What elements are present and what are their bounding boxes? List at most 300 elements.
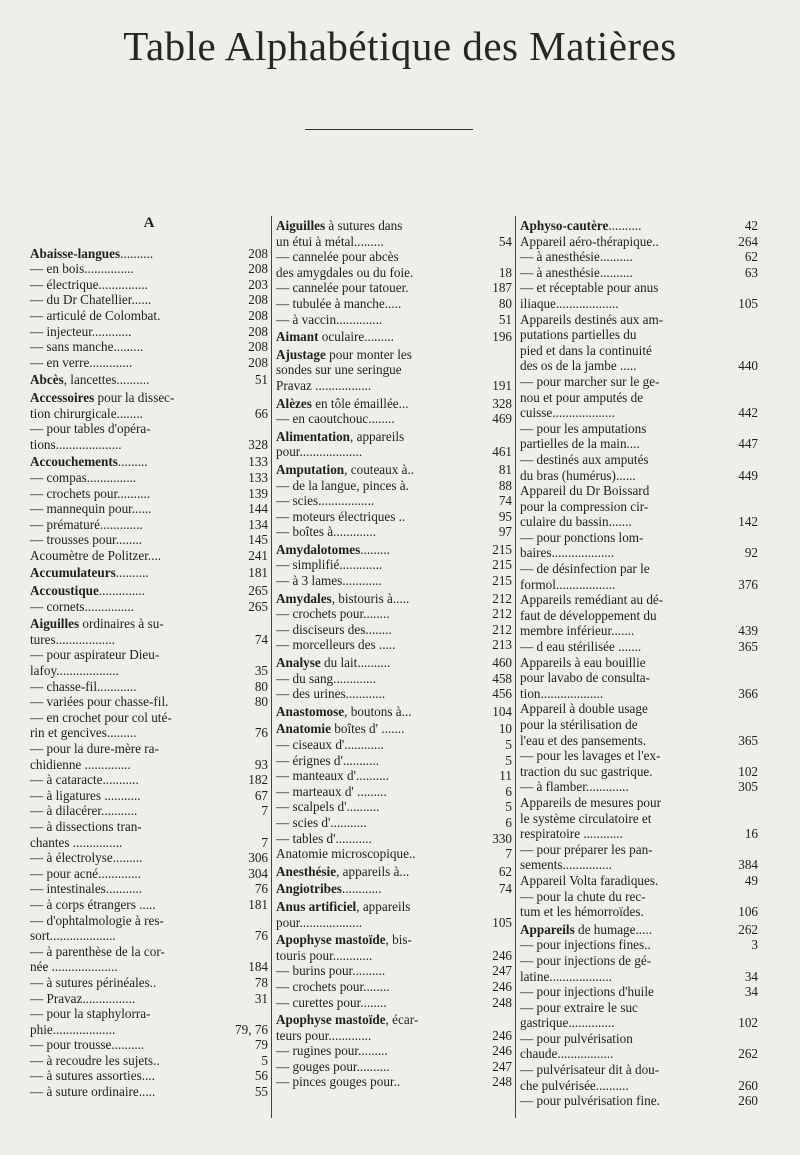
entry-heading: Aphyso-cautère [520,218,609,233]
index-entry [276,1074,512,1090]
section-letter: A [143,215,155,231]
entry-text: — ciseaux d'............ [276,737,384,752]
entry-page-number: 208 [248,323,268,339]
entry-page-number: 248 [492,1074,512,1090]
entry-text: Accessoires pour la dissec- tion chirurgicale........ [30,389,175,421]
entry-text: — à dilacérer........... [30,803,138,819]
entry-page-number: 262 [738,921,758,937]
entry-text: Aphyso-cautère.......... [520,218,642,233]
entry-text: Ajustage pour monter les sondes sur une seringue Pravaz ................. [276,346,412,393]
entry-text: — d'ophtalmologie à res- sort.................... [30,912,164,944]
index-entry [30,1068,268,1084]
entry-heading: Aimant [276,329,319,345]
entry-page-number: 265 [248,583,268,599]
entry-page-number: 306 [248,850,268,866]
entry-text: — pour tables d'opéra- tions.................... [30,421,151,452]
entry-heading: Accessoires [30,389,95,405]
index-entry [30,944,268,975]
entry-page-number: 208 [248,292,268,308]
entry-text: — cannelée pour tatouer. [276,280,409,296]
entry-page-number: 208 [248,245,268,261]
index-entry [30,583,268,599]
index-entry [520,842,758,873]
entry-text: — morcelleurs des ..... [276,637,396,653]
entry-heading: Aiguilles [276,218,326,233]
entry-text: Appareil aéro-thérapique.. [520,233,659,249]
entry-page-number: 102 [738,763,758,779]
entry-page-number: 246 [492,1027,512,1043]
entry-page-number: 247 [492,1058,512,1074]
entry-page-number: 5 [505,752,512,768]
entry-page-number: 142 [738,514,758,530]
index-entry [276,1059,512,1075]
entry-text: Accoustique.............. [30,583,146,599]
index-entry [276,846,512,862]
entry-page-number: 54 [498,233,512,249]
index-entry [276,686,512,702]
entry-page-number: 92 [744,545,758,561]
entry-page-number: 208 [248,354,268,370]
index-entry [276,979,512,995]
entry-page-number: 208 [248,339,268,355]
entry-page-number: 215 [492,541,512,557]
entry-page-number: 469 [492,411,512,427]
index-entry [276,704,512,720]
entry-page-number: 330 [492,830,512,846]
entry-text: Appareils de humage..... [520,921,652,937]
entry-text: — gouges pour.......... [276,1058,390,1074]
entry-text: Aimant oculaire......... [276,329,394,345]
entry-text: — injecteur............ [30,323,132,339]
entry-page-number: 18 [498,264,512,280]
entry-page-number: 11 [499,768,512,784]
entry-heading: Accouchements [30,454,118,470]
entry-text: — variées pour chasse-fil. [30,694,169,710]
index-entry [520,795,758,842]
index-column-2 [276,216,512,1128]
entry-page-number: 208 [248,261,268,277]
entry-text: Appareil du Dr Boissard pour la compression cir- culaire du bassin....... [520,483,650,530]
entry-text: Appareils destinés aux am- putations partielles du pied et dans la continuité des os de la jambe ..... [520,311,664,374]
index-entry [520,701,758,748]
entry-text: — pour les amputations partielles de la main.... [520,420,647,452]
entry-page-number: 7 [261,834,268,850]
entry-page-number: 305 [738,779,758,795]
entry-page-number: 264 [738,233,758,249]
index-entry [276,280,512,296]
entry-page-number: 95 [498,508,512,524]
entry-page-number: 241 [248,547,268,563]
entry-page-number: 139 [248,485,268,501]
index-entry [520,1093,758,1109]
entry-heading: Angiotribes [276,881,342,897]
entry-page-number: 376 [738,576,758,592]
index-entry [30,486,268,502]
entry-page-number: 246 [492,947,512,963]
entry-page-number: 6 [505,814,512,830]
entry-page-number: 93 [254,756,268,772]
index-entry [276,509,512,525]
entry-page-number: 365 [738,639,758,655]
index-entry [520,218,758,234]
entry-text: — des urines............ [276,686,386,702]
entry-page-number: 456 [492,686,512,702]
entry-page-number: 5 [505,799,512,815]
entry-text: Appareil Volta faradiques. [520,872,659,888]
index-entry [276,429,512,460]
entry-text: — pour marcher sur le ge- nou et pour amputés de cuisse................... [520,373,660,421]
index-entry [30,710,268,741]
index-entry [520,452,758,483]
entry-text: — scies................. [276,493,375,509]
entry-page-number: 246 [492,978,512,994]
index-entry [520,1031,758,1062]
index-entry [276,296,512,312]
index-entry [520,265,758,281]
entry-text: Appareil à double usage pour la stérilisation de l'eau et des pansements. [520,701,648,748]
index-entry [276,881,512,897]
index-entry [30,803,268,819]
index-entry [276,249,512,280]
entry-text: — à anesthésie.......... [520,264,633,280]
entry-text: — et réceptable pour anus iliaque................... [520,280,659,311]
index-entry [276,932,512,963]
entry-heading: Appareils [520,921,575,937]
entry-text: Apophyse mastoïde, bis- touris pour............ [276,932,412,963]
index-entry [276,478,512,494]
entry-page-number: 215 [492,573,512,589]
index-entry [276,1043,512,1059]
index-entry [276,396,512,412]
entry-heading: Abcès [30,372,64,388]
entry-text: — en verre............. [30,354,133,370]
entry-text: — crochets pour........ [276,606,390,622]
entry-page-number: 260 [738,1093,758,1109]
entry-text: — pour la chute du rec- tum et les hémorroïdes. [520,888,646,920]
entry-page-number: 145 [248,532,268,548]
entry-heading: Apophyse mastoïde [276,932,386,948]
index-entry [30,261,268,277]
entry-text: — pour aspirateur Dieu- lafoy................... [30,647,160,679]
index-entry [30,1084,268,1100]
index-entry [520,873,758,889]
index-entry [30,788,268,804]
entry-page-number: 366 [738,685,758,701]
index-entry [276,411,512,427]
entry-text: Anastomose, boutons à... [276,703,412,719]
index-entry [30,308,268,324]
entry-page-number: 439 [738,623,758,639]
index-entry [276,329,512,345]
index-entry [30,1053,268,1069]
index-entry [520,483,758,530]
index-entry [30,548,268,564]
entry-page-number: 51 [254,372,268,388]
entry-text: — scalpels d'.......... [276,799,380,815]
entry-text: Abcès, lancettes.......... [30,372,150,388]
entry-page-number: 328 [492,395,512,411]
entry-page-number: 460 [492,655,512,671]
index-entry [30,616,268,647]
index-entry [30,1006,268,1037]
entry-page-number: 6 [505,783,512,799]
index-column-1 [30,216,268,1128]
index-entry [276,524,512,540]
entry-text: — marteaux d' ......... [276,783,387,799]
entry-text: — du sang............. [276,670,377,686]
index-entry [276,493,512,509]
entry-text: — à anesthésie.......... [520,249,633,265]
entry-text: — à sutures périnéales.. [30,974,157,990]
index-entry [276,1012,512,1043]
entry-page-number: 246 [492,1043,512,1059]
entry-text: — crochets pour........ [276,978,390,994]
entry-text: — pour injections d'huile [520,984,654,1000]
entry-text: — érignes d'........... [276,752,380,768]
entry-text: Apophyse mastoïde, écar- teurs pour............. [276,1012,419,1043]
entry-page-number: 35 [254,663,268,679]
entry-text: — à corps étrangers ..... [30,896,156,912]
entry-page-number: 74 [498,493,512,509]
index-entry [30,292,268,308]
entry-page-number: 5 [505,737,512,752]
entry-text: Anus artificiel, appareils pour................... [276,898,411,930]
entry-text: Anatomie boîtes d' ....... [276,721,405,737]
entry-page-number: 76 [254,881,268,897]
entry-page-number: 106 [738,904,758,920]
entry-text: — en caoutchouc........ [276,411,395,427]
index-entry [30,390,268,421]
entry-page-number: 7 [505,846,512,862]
index-entry [520,779,758,795]
entry-text: — pour les lavages et l'ex- traction du suc gastrique. [520,748,661,779]
entry-text: — cannelée pour abcès des amygdales ou du foie. [276,249,414,280]
entry-page-number: 62 [498,863,512,879]
column-divider [271,216,272,1118]
entry-page-number: 74 [498,881,512,897]
entry-text: Aiguilles à sutures dans un étui à métal......... [276,218,403,249]
entry-text: — à suture ordinaire..... [30,1084,156,1100]
entry-page-number: 56 [254,1068,268,1084]
entry-page-number: 442 [738,405,758,421]
entry-text: — à sutures assorties.... [30,1068,155,1084]
entry-page-number: 262 [738,1046,758,1062]
index-entry [30,772,268,788]
index-entry [30,897,268,913]
index-entry [30,246,268,262]
index-entry [520,234,758,250]
entry-text: — pour la dure-mère ra- chidienne .............. [30,741,159,772]
entry-page-number: 7 [261,803,268,819]
entry-text: — boîtes à............. [276,524,376,540]
entry-text: — compas............... [30,469,137,485]
index-entry [276,815,512,831]
entry-text: — pour pulvérisation fine. [520,1093,660,1109]
entry-page-number: 133 [248,454,268,470]
entry-page-number: 134 [248,516,268,532]
index-entry [276,799,512,815]
entry-page-number: 208 [248,307,268,323]
index-entry [30,647,268,678]
entry-page-number: 203 [248,276,268,292]
entry-text: — tables d'........... [276,830,372,846]
entry-page-number: 181 [248,896,268,912]
entry-text: Anatomie microscopique.. [276,846,416,862]
entry-page-number: 247 [492,963,512,979]
entry-text: — destinés aux amputés du bras (humérus)...... [520,451,649,483]
entry-page-number: 63 [744,264,758,280]
index-entry [520,937,758,953]
index-entry [276,899,512,930]
index-entry [520,953,758,984]
entry-page-number: 215 [492,557,512,573]
index-entry [30,470,268,486]
entry-page-number: 461 [492,444,512,460]
index-entry [520,984,758,1000]
index-entry [520,374,758,421]
index-entry [30,517,268,533]
entry-page-number: 191 [492,377,512,393]
entry-page-number: 458 [492,670,512,686]
entry-page-number: 34 [744,984,758,1000]
index-entry [30,679,268,695]
entry-page-number: 34 [744,968,758,984]
entry-text: — cornets............... [30,598,135,614]
entry-page-number: 260 [738,1077,758,1093]
index-entry [276,591,512,607]
entry-text: — à ligatures ........... [30,787,141,803]
entry-heading: Apophyse mastoïde [276,1012,386,1028]
index-entry [276,784,512,800]
entry-page-number: 304 [248,865,268,881]
entry-page-number: 55 [254,1084,268,1100]
entry-page-number: 80 [498,295,512,311]
entry-page-number: 449 [738,467,758,483]
entry-text: — manteaux d'.......... [276,768,389,784]
index-entry [520,561,758,592]
entry-text: Amydalotomes......... [276,541,390,557]
entry-text: — électrique............... [30,276,148,292]
index-entry [520,249,758,265]
index-entry [276,347,512,394]
index-entry [30,421,268,452]
entry-text: Alèzes en tôle émaillée... [276,395,409,411]
entry-text: — pour trousse.......... [30,1037,145,1053]
entry-heading: Amydalotomes [276,541,361,557]
index-entry [276,462,512,478]
entry-page-number: 74 [254,631,268,647]
entry-text: — simplifié............. [276,557,383,573]
index-entry [30,881,268,897]
entry-text: Angiotribes............ [276,881,382,897]
entry-page-number: 49 [744,872,758,888]
entry-text: Abaisse-langues.......... [30,245,154,261]
title-rule [305,129,473,130]
entry-page-number: 79, 76 [235,1021,268,1037]
entry-heading: Alimentation [276,428,350,444]
entry-page-number: 133 [248,469,268,485]
entry-heading: Anastomose [276,703,345,719]
entry-text: — burins pour.......... [276,963,386,979]
entry-text: — sans manche......... [30,339,144,355]
entry-page-number: 447 [738,436,758,452]
entry-text: — pulvérisateur dit à dou- che pulvérisée.......... [520,1062,660,1093]
index-entry [520,530,758,561]
entry-heading: Amydales [276,590,332,606]
entry-text: Aiguilles ordinaires à su- tures.................. [30,616,164,647]
index-entry [520,1062,758,1093]
entry-heading: Anus artificiel [276,898,357,914]
index-entry [30,532,268,548]
entry-text: — à vaccin.............. [276,311,383,327]
index-entry [276,557,512,573]
entry-heading: Ajustage [276,346,326,362]
entry-text: Accumulateurs.......... [30,565,149,581]
index-entry [30,565,268,581]
entry-page-number: 80 [254,678,268,694]
entry-page-number: 212 [492,606,512,622]
entry-page-number: 328 [248,436,268,452]
entry-heading: Alèzes [276,395,312,411]
index-entry [276,637,512,653]
index-entry [276,963,512,979]
entry-text: — de la langue, pinces à. [276,477,409,493]
entry-text: — pour la staphylorra- phie................... [30,1006,151,1037]
entry-text: Appareils à eau bouillie pour lavabo de consulta- tion................... [520,654,651,701]
entry-text: — à 3 lames............ [276,573,382,589]
entry-page-number: 3 [751,937,758,953]
entry-page-number: 31 [254,990,268,1006]
entry-page-number: 51 [498,311,512,327]
entry-text: — curettes pour........ [276,994,387,1010]
entry-text: Alimentation, appareils pour................... [276,428,405,460]
entry-text: — pour extraire le suc gastrique.............. [520,999,638,1031]
entry-page-number: 10 [498,721,512,737]
entry-heading: Accoustique [30,583,99,599]
entry-text: — de désinfection par le formol.................. [520,561,650,592]
entry-text: — pour injections fines.. [520,937,651,953]
entry-heading: Accumulateurs [30,565,116,581]
entry-text: — tubulée à manche..... [276,295,402,311]
index-entry [520,421,758,452]
entry-page-number: 16 [744,826,758,842]
entry-page-number: 5 [261,1052,268,1068]
index-entry [30,454,268,470]
index-entry [30,741,268,772]
entry-text: — à recoudre les sujets.. [30,1052,160,1068]
entry-text: — pour pulvérisation chaude................. [520,1030,633,1062]
entry-page-number: 440 [738,358,758,374]
entry-page-number: 79 [254,1037,268,1053]
index-entry [276,573,512,589]
entry-page-number: 42 [744,218,758,233]
entry-text: — du Dr Chatellier...... [30,292,152,308]
entry-text: — intestinales........... [30,881,143,897]
index-entry [520,748,758,779]
index-entry [520,922,758,938]
entry-heading: Amputation [276,461,345,477]
entry-page-number: 105 [492,914,512,930]
index-entry [276,831,512,847]
entry-page-number: 213 [492,637,512,653]
entry-text: — à dissections tran- chantes ............... [30,818,142,850]
entry-page-number: 365 [738,732,758,748]
index-entry [276,606,512,622]
entry-text: — disciseurs des........ [276,621,392,637]
index-entry [30,694,268,710]
index-entry [30,501,268,517]
index-entry [276,721,512,737]
